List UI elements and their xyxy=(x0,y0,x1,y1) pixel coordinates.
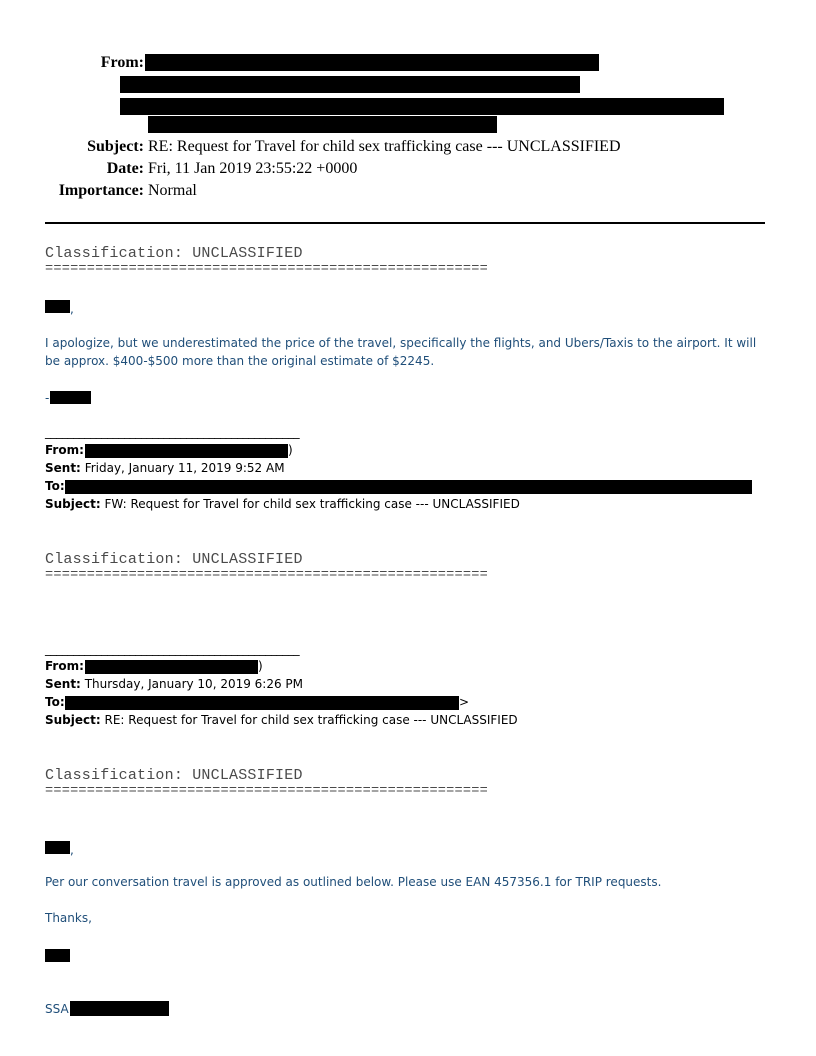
header-date: Fri, 11 Jan 2019 23:55:22 +0000 xyxy=(148,160,358,177)
greeting-suffix: , xyxy=(70,843,74,857)
redaction-block xyxy=(120,76,580,93)
thanks-line: Thanks, xyxy=(45,911,92,925)
redaction-block xyxy=(45,841,70,854)
message-divider: _____________________________________________ xyxy=(45,425,300,439)
header-from-label: From: xyxy=(100,54,144,71)
header-subject-label: Subject: xyxy=(87,138,144,155)
redaction-block xyxy=(65,696,459,710)
subject-line: Subject: RE: Request for Travel for child sex trafficking case --- UNCLASSIFIED xyxy=(45,713,518,727)
subject-line: Subject: FW: Request for Travel for child sex trafficking case --- UNCLASSIFIED xyxy=(45,497,520,511)
classification-banner: Classification: UNCLASSIFIED xyxy=(45,551,303,568)
sent-line: Sent: Thursday, January 10, 2019 6:26 PM xyxy=(45,677,304,691)
redaction-block xyxy=(45,300,70,313)
message-body: Per our conversation travel is approved as outlined below. Please use EAN 457356.1 for TRIP requests. xyxy=(45,875,662,889)
classification-separator: ===================================================== xyxy=(45,784,488,799)
redaction-block xyxy=(85,444,288,458)
from-suffix: ) xyxy=(258,659,263,673)
sent-line: Sent: Friday, January 11, 2019 9:52 AM xyxy=(45,461,285,475)
redaction-block xyxy=(70,1001,169,1016)
to-suffix: > xyxy=(459,695,470,709)
greeting-suffix: , xyxy=(70,302,74,316)
header-date-label: Date: xyxy=(106,160,144,177)
header-divider xyxy=(45,222,765,224)
classification-separator: ===================================================== xyxy=(45,262,488,277)
signature-prefix: SSA xyxy=(45,1002,69,1016)
redaction-block xyxy=(45,949,70,962)
redaction-block xyxy=(85,660,258,674)
classification-banner: Classification: UNCLASSIFIED xyxy=(45,245,303,262)
classification-separator: ===================================================== xyxy=(45,568,488,583)
to-label: To: xyxy=(45,479,65,493)
message-divider: _____________________________________________ xyxy=(45,642,300,656)
header-subject: RE: Request for Travel for child sex trafficking case --- UNCLASSIFIED xyxy=(148,138,621,155)
signoff-prefix: - xyxy=(45,391,50,405)
message-body: I apologize, but we underestimated the price of the travel, specifically the flights, and Ubers/Taxis to the airport. It will be approx. $400-$500 more than the original estimate of $2245. xyxy=(45,336,757,368)
to-label: To: xyxy=(45,695,65,709)
redaction-block xyxy=(120,98,724,115)
from-label: From: xyxy=(45,443,84,457)
header-importance: Normal xyxy=(148,182,197,199)
from-suffix: ) xyxy=(288,443,293,457)
classification-banner: Classification: UNCLASSIFIED xyxy=(45,767,303,784)
header-importance-label: Importance: xyxy=(58,182,144,199)
redaction-block xyxy=(65,480,752,494)
from-label: From: xyxy=(45,659,84,673)
redaction-block xyxy=(50,391,91,404)
redaction-block xyxy=(145,54,599,71)
redaction-block xyxy=(148,116,497,133)
